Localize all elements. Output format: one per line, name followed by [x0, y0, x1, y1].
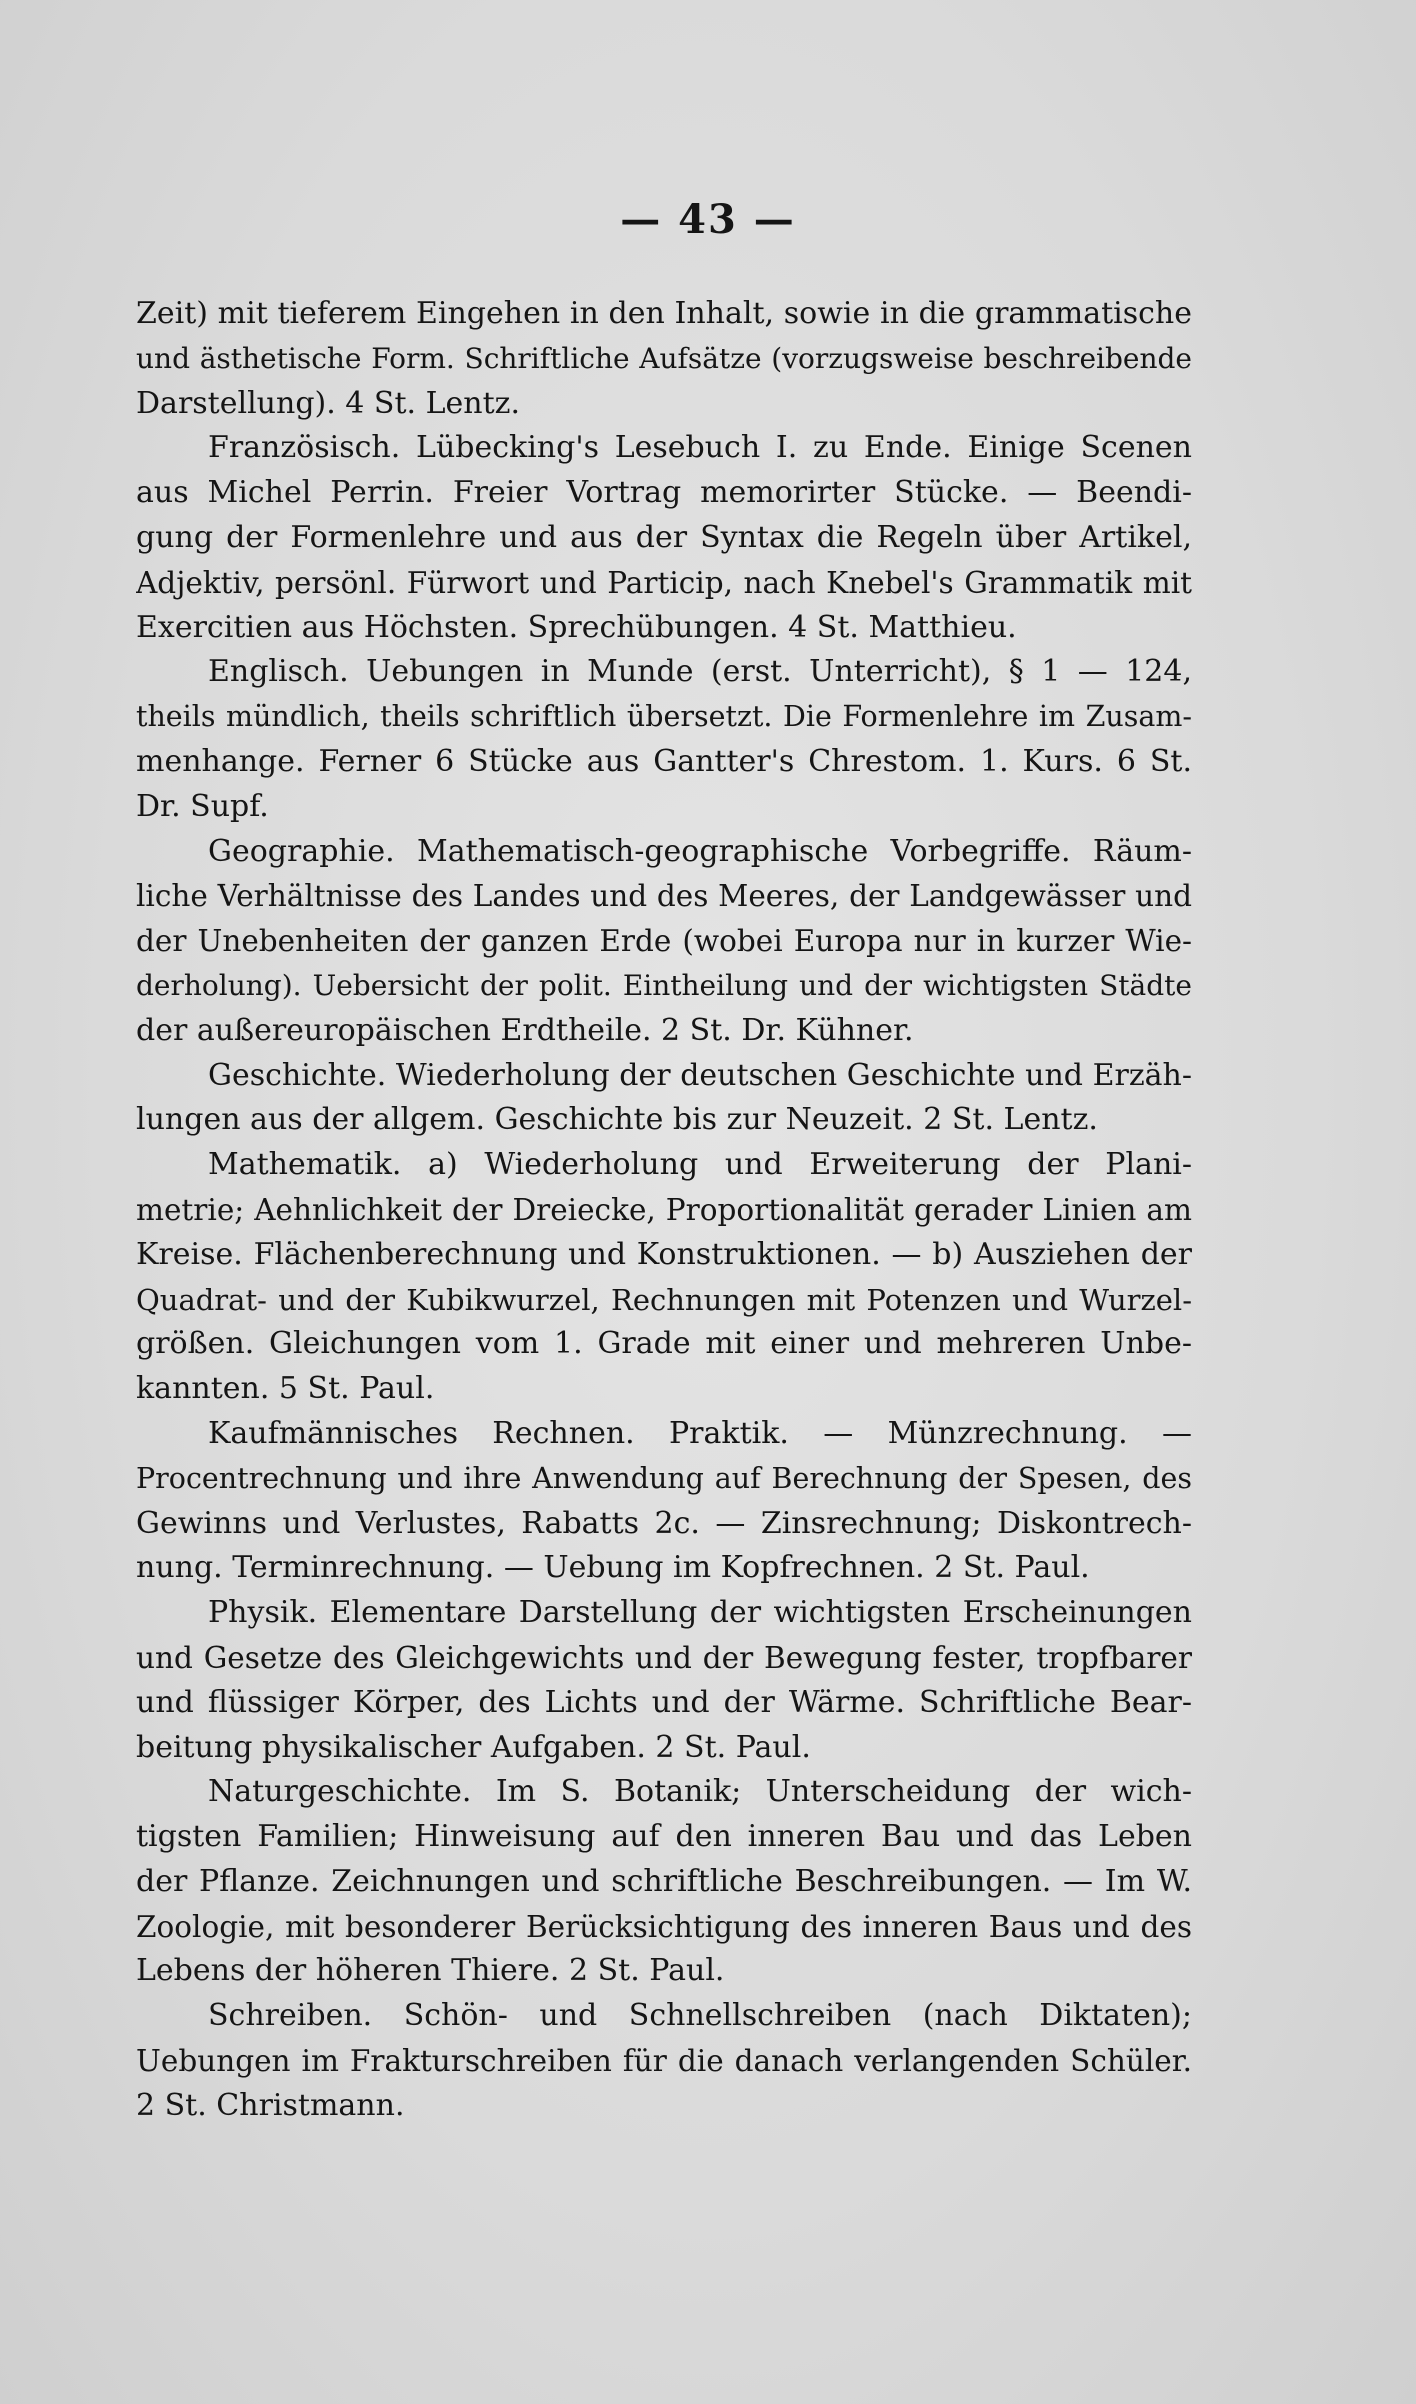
text-line: der außereuropäischen Erdtheile. 2 St. Dr. Kühner. [136, 1012, 914, 1048]
text-line: kannten. 5 St. Paul. [136, 1371, 435, 1407]
text-line: Adjektiv, persönl. Fürwort und Particip, nach Knebel's Grammatik mit [136, 565, 1192, 600]
text-line: größen. Gleichungen vom 1. Grade mit einer und mehreren Unbe- [136, 1326, 1192, 1362]
text-line: Quadrat- und der Kubikwurzel, Rechnungen mit Potenzen und Wurzel- [136, 1282, 1192, 1317]
text-line: Darstellung). 4 St. Lentz. [136, 385, 520, 421]
text-line: Kaufmännisches Rechnen. Praktik. — Münzrechnung. — [208, 1415, 1192, 1451]
text-line: Physik. Elementare Darstellung der wichtigsten Erscheinungen [208, 1595, 1192, 1631]
text-line: der Pflanze. Zeichnungen und schriftliche Beschreibungen. — Im W. [136, 1863, 1192, 1899]
text-line: Gewinns und Verlustes, Rabatts 2c. — Zinsrechnung; Diskontrech- [136, 1505, 1192, 1541]
text-line: Mathematik. a) Wiederholung und Erweiterung der Plani- [208, 1147, 1192, 1183]
text-line: Kreise. Flächenberechnung und Konstruktionen. — b) Ausziehen der [136, 1236, 1192, 1272]
text-line: Französisch. Lübecking's Lesebuch I. zu Ende. Einige Scenen [208, 430, 1192, 466]
text-line: theils mündlich, theils schriftlich übersetzt. Die Formenlehre im Zusam- [136, 700, 1192, 734]
text-line: Zeit) mit tieferem Eingehen in den Inhalt, sowie in die grammatische [136, 296, 1192, 331]
text-line: 2 St. Christmann. [136, 2087, 405, 2123]
text-line: liche Verhältnisse des Landes und des Meeres, der Landgewässer und [136, 879, 1192, 914]
text-line: tigsten Familien; Hinweisung auf den inneren Bau und das Leben [136, 1819, 1192, 1855]
text-line: Geschichte. Wiederholung der deutschen Geschichte und Erzäh- [208, 1057, 1192, 1093]
text-line: aus Michel Perrin. Freier Vortrag memorirter Stücke. — Beendi- [136, 475, 1192, 511]
text-line: Procentrechnung und ihre Anwendung auf Berechnung der Spesen, des [136, 1461, 1192, 1495]
text-line: Uebungen im Frakturschreiben für die danach verlangenden Schüler. [136, 2044, 1192, 2079]
text-line: Schreiben. Schön- und Schnellschreiben (nach Diktaten); [208, 1998, 1192, 2034]
text-line: nung. Terminrechnung. — Uebung im Kopfrechnen. 2 St. Paul. [136, 1550, 1090, 1586]
text-line: und flüssiger Körper, des Lichts und der Wärme. Schriftliche Bear- [136, 1684, 1192, 1720]
text-line: gung der Formenlehre und aus der Syntax die Regeln über Artikel, [136, 519, 1192, 555]
text-line: derholung). Uebersicht der polit. Eintheilung und der wichtigsten Städte [136, 968, 1192, 1002]
text-line: Exercitien aus Höchsten. Sprechübungen. 4 St. Matthieu. [136, 609, 1017, 645]
text-line: lungen aus der allgem. Geschichte bis zur Neuzeit. 2 St. Lentz. [136, 1102, 1098, 1138]
text-line: der Unebenheiten der ganzen Erde (wobei Europa nur in kurzer Wie- [136, 924, 1192, 959]
text-line: Lebens der höheren Thiere. 2 St. Paul. [136, 1953, 725, 1989]
text-line: Zoologie, mit besonderer Berücksichtigung des inneren Baus und des [136, 1909, 1192, 1944]
text-line: menhange. Ferner 6 Stücke aus Gantter's Chrestom. 1. Kurs. 6 St. [136, 743, 1192, 779]
text-line: Naturgeschichte. Im S. Botanik; Unterscheidung der wich- [208, 1774, 1192, 1810]
text-line: Englisch. Uebungen in Munde (erst. Unterricht), § 1 — 124, [208, 654, 1192, 690]
body-text [136, 292, 1192, 2129]
text-line: beitung physikalischer Aufgaben. 2 St. Paul. [136, 1729, 811, 1765]
text-line: und ästhetische Form. Schriftliche Aufsätze (vorzugsweise beschreibende [136, 341, 1192, 375]
text-line: metrie; Aehnlichkeit der Dreiecke, Proportionalität gerader Linien am [136, 1192, 1192, 1227]
text-line: Dr. Supf. [136, 788, 269, 824]
page-number: — 43 — [620, 196, 796, 243]
text-line: und Gesetze des Gleichgewichts und der Bewegung fester, tropfbarer [136, 1640, 1192, 1675]
text-line: Geographie. Mathematisch-geographische Vorbegriffe. Räum- [208, 833, 1192, 869]
